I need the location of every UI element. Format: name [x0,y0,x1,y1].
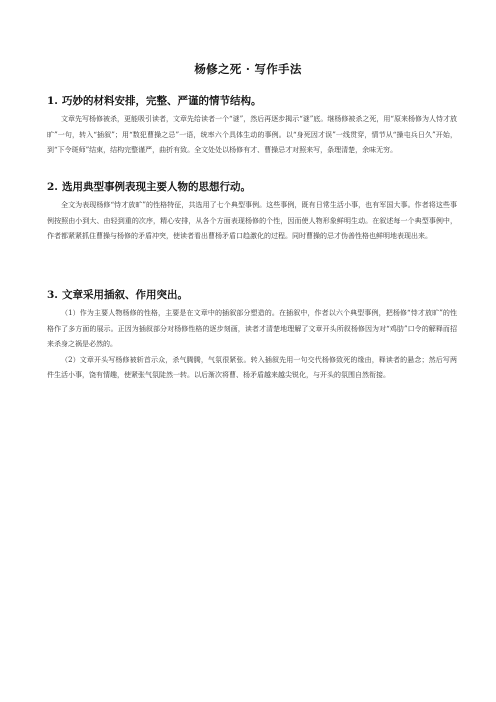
section-number: 3. [47,289,58,301]
section-heading [47,180,457,194]
section-heading [47,94,457,108]
section-number: 2. [47,181,58,193]
paragraph: （1）作为主要人物杨修的性格，主要是在文章中的插叙部分塑造的。在插叙中，作者以六个典型事例，把杨修“恃才放旷”的性格作了多方面的展示。正因为插叙部分对杨修性格的逐步刻画，读者才清楚地理解了文章开头所叙杨修因为对“鸡肋”口令的解释而招来杀身之祸是必然的。 [47,309,457,349]
section-heading [47,288,457,302]
paragraph: 全文为表现杨修“恃才放旷”的性格特征，共选用了七个典型事例。这些事例，既有日常生活小事，也有军国大事。作者将这些事例按照由小到大、由轻到重的次序，精心安排，从各个方面表现杨修的个性，因而使人物形象鲜明生动。在叙述每一个典型事例中，作者都紧紧抓住曹操与杨修的矛盾冲突，使读者看出曹杨矛盾口趋激化的过程。同时曹操的忌才伪善性格也鲜明地表现出来。 [47,201,457,241]
paragraph: （2）文章开头写杨修被斩首示众，杀气腾腾，气氛很紧张。转入插叙先用一句交代杨修致死的缘由，释读者的悬念；然后写两件生活小事，饶有情趣，使紧张气氛陡然一转。以后渐次将曹、杨矛盾越来越尖锐化，与开头的氛围自然衔接。 [47,355,457,380]
section-2 [47,180,457,245]
section-3 [47,288,457,384]
section-1 [47,94,457,159]
paragraph: 文章先写杨修被杀，更能吸引读者，文章先给读者一个“谜”，然后再逐步揭示“谜”底。继杨修被杀之死，用“原来杨修为人恃才放旷”一句，转入“插叙”；用“数犯曹操之忌”一语，统率六个具体生动的事例。以“身死因才误”一线贯穿，情节从“操屯兵日久”开始，到“下令斑师”结束，结构完整谨严，曲折有致。全文处处以杨修有才、曹操忌才对照来写，条理清楚，余味无穷。 [47,115,457,155]
page-title: 杨修之死 · 写作手法 [194,62,302,76]
section-number: 1. [47,95,58,107]
section-heading-text: 文章采用插叙、作用突出。 [61,289,188,301]
section-heading-text: 选用典型事例表现主要人物的思想行动。 [61,181,251,193]
section-heading-text: 巧妙的材料安排，完整、严谨的情节结构。 [61,95,262,107]
